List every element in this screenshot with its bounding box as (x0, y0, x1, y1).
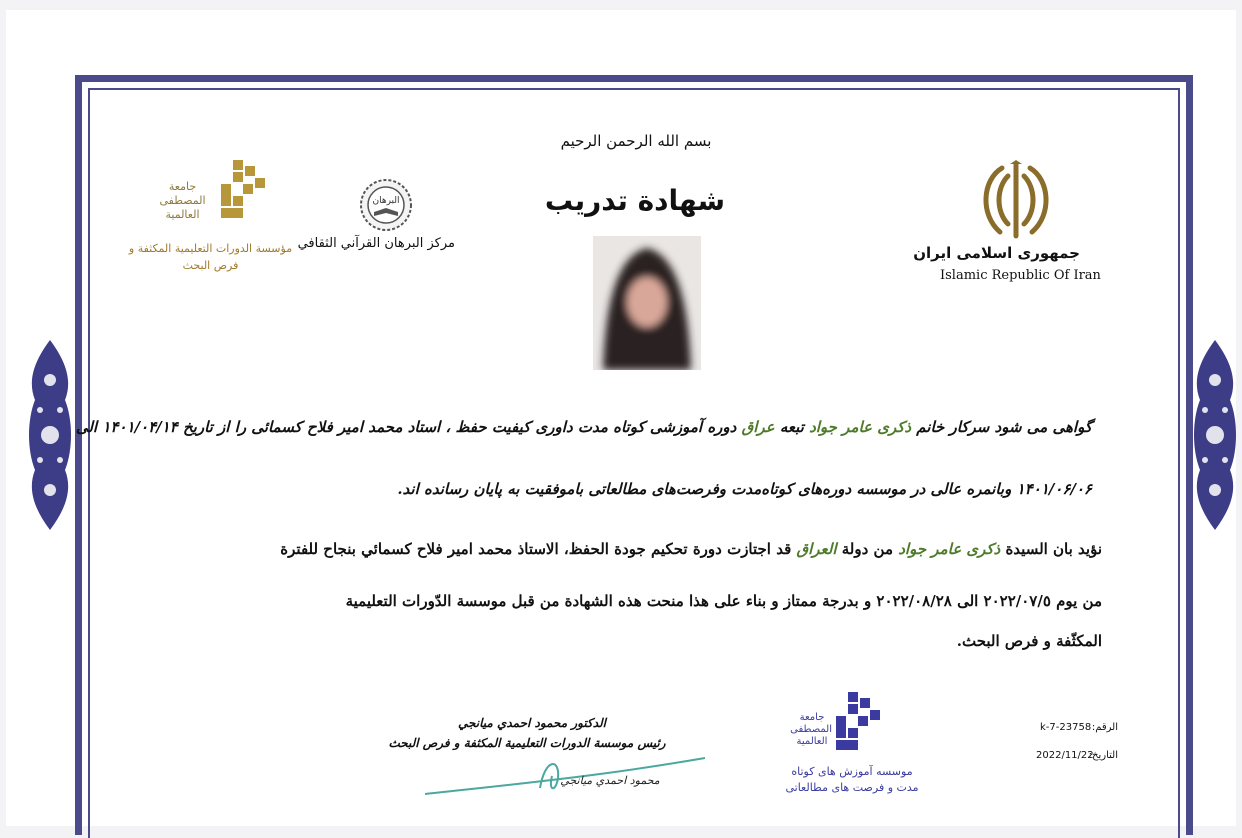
arabic-paragraph-line-1 (162, 540, 1102, 558)
iran-name-persian: جمهوری اسلامی ایران (913, 244, 1080, 262)
country-persian: عراق (741, 418, 775, 436)
left-ornament-icon (25, 340, 75, 530)
arabic-paragraph-line-3: المكثّفة و فرص البحث. (956, 632, 1102, 650)
burhan-emblem-text: البرهان (372, 196, 400, 206)
right-ornament-icon (1190, 340, 1240, 530)
persian-text-prefix: گواهی می شود سرکار خانم (916, 418, 1092, 436)
recipient-name-arabic: ذکری عامر جواد (898, 540, 1001, 558)
recipient-name-persian: ذکری عامر جواد (809, 418, 912, 436)
mustafa-logo-icon (215, 160, 267, 222)
blurred-portrait-icon (593, 236, 701, 370)
arabic-paragraph-line-2: من يوم ٢٠٢٢/٠٧/٥ الى ٢٠٢٢/٠٨/٢٨ و بدرجة ممتاز و بناء على هذا منحت هذه الشهادة من قبل موسسة الدّورات التعليمية (345, 592, 1102, 610)
mustafa-university-name: جامعة المصطفى العالمية (159, 180, 206, 221)
certificate-title: شهادة تدريب (544, 184, 726, 217)
persian-text-course: دوره آموزشی کوتاه مدت داوری کیفیت حفظ ، استاد محمد امیر فلاح کسمائی را از تاریخ ۱۴۰۱/۰۴/۱۴ الی (75, 418, 737, 436)
number-label: الرقم: (1091, 722, 1118, 733)
iran-name-english: Islamic Republic Of Iran (940, 268, 1101, 283)
number-value: k-7-23758 (1040, 722, 1092, 733)
signatory-title: رئيس موسسة الدورات التعليمية المكثفة و فرص البحث (388, 736, 666, 750)
stamp-university-name: جامعة المصطفى العالمية (790, 712, 832, 747)
persian-paragraph-line-2: ۱۴۰۱/۰۶/۰۶ وبانمره عالی در موسسه دوره‌های کوتاه‌مدت وفرصت‌های مطالعاتی باموفقیت به پایان رسانده اند. (397, 480, 1092, 498)
institute-name: مؤسسة الدورات التعليمية المكثفة و فرص البحث (128, 242, 293, 272)
iran-emblem-icon (972, 160, 1060, 240)
handwritten-signature-icon (420, 748, 710, 800)
arabic-text-country-label: من دولة (841, 540, 893, 558)
persian-text-nationality: تبعه (779, 418, 804, 436)
date-value: 2022/11/22 (1036, 750, 1094, 761)
burhan-emblem-icon (352, 178, 420, 232)
persian-paragraph-line-1 (75, 418, 1092, 436)
stamp-logo-icon (830, 692, 882, 754)
stamp-institute-name: موسسه آموزش های کوتاه مدت و فرصت های مطالعاتی (785, 765, 919, 794)
signatory-name: الدكتور محمود احمدي ميانجي (458, 716, 606, 730)
handwritten-name: محمود احمدي میانجي (560, 774, 660, 787)
date-label: التاريخ: (1088, 750, 1118, 761)
country-arabic: العراق (796, 540, 837, 558)
basmala-text: بسم الله الرحمن الرحيم (560, 132, 712, 150)
arabic-text-course: قد اجتازت دورة تحكيم جودة الحفظ، الاستاذ محمد امير فلاح كسمائي بنجاح للفترة (280, 540, 792, 558)
arabic-text-prefix: نؤيد بان السيدة (1005, 540, 1102, 558)
burhan-center-name: مركز البرهان القرآني الثقافي (297, 236, 455, 251)
